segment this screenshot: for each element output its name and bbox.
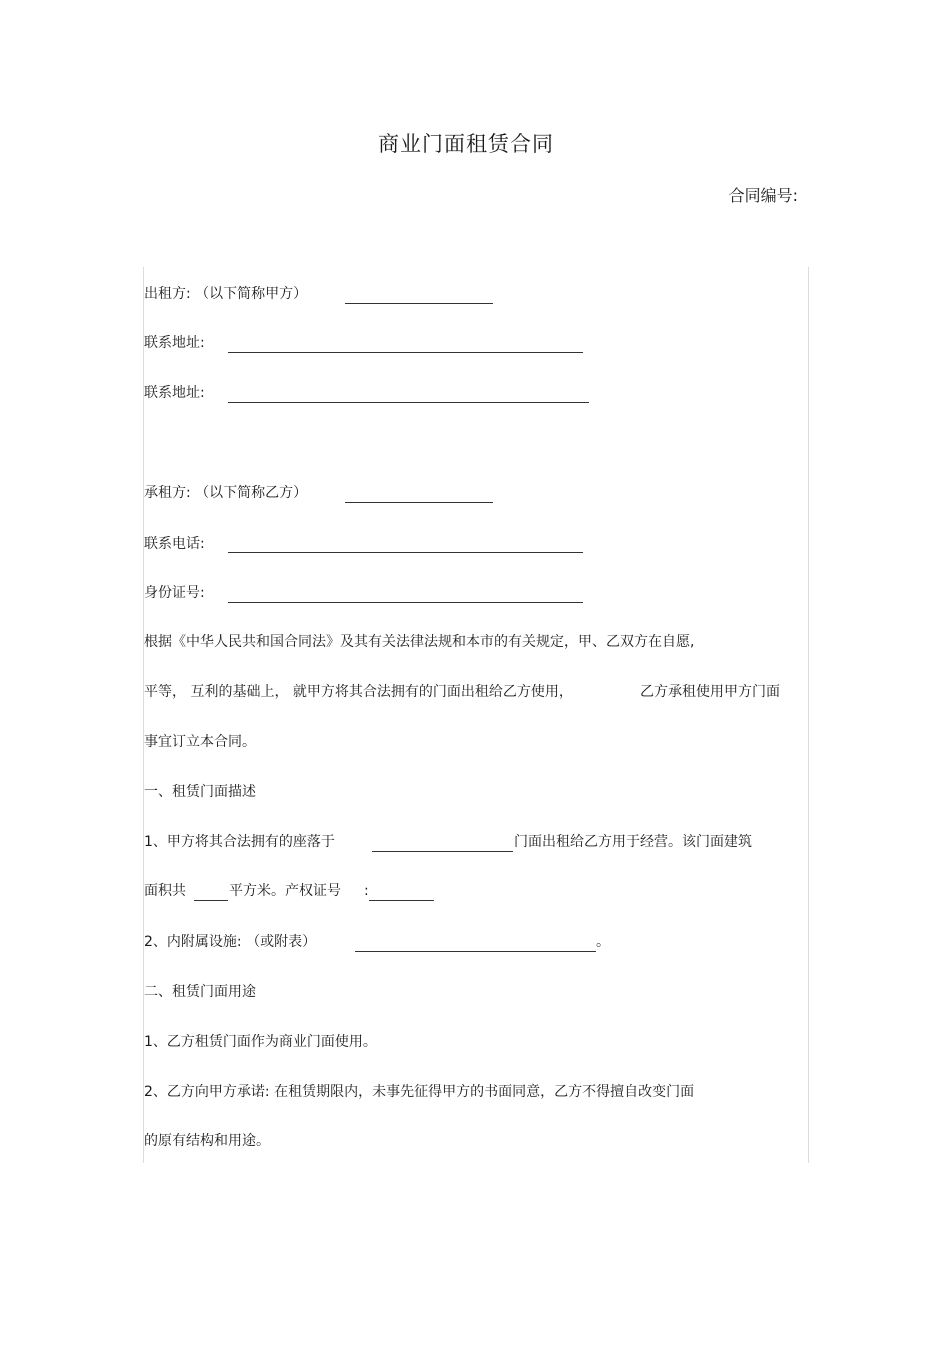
lessee-phone-label: 联系电话: — [144, 536, 205, 552]
preamble-line-2b: 乙方承租使用甲方门面 — [640, 684, 780, 700]
facilities-blank[interactable] — [355, 951, 596, 952]
section1-item2-a: 2、内附属设施: （或附表） — [144, 934, 317, 950]
lessee-id-label: 身份证号: — [144, 585, 205, 601]
lessee-name-blank[interactable] — [345, 502, 493, 503]
property-cert-blank[interactable] — [369, 900, 434, 901]
section2-item2-b: 的原有结构和用途。 — [144, 1133, 270, 1149]
section1-item2-b: 。 — [596, 934, 610, 950]
lessee-phone-blank[interactable] — [228, 552, 583, 553]
lessor-address2-label: 联系地址: — [144, 385, 205, 401]
section1-item1-d: 平方米。产权证号 — [229, 883, 341, 899]
section1-item1-b: 门面出租给乙方用于经营。该门面建筑 — [514, 834, 752, 850]
preamble-line-2a: 平等， 互利的基础上， 就甲方将其合法拥有的门面出租给乙方使用， — [144, 684, 573, 700]
location-blank[interactable] — [372, 851, 513, 852]
section1-heading: 一、租赁门面描述 — [144, 784, 256, 800]
section2-item2-a: 2、乙方向甲方承诺: 在租赁期限内，未事先征得甲方的书面同意，乙方不得擅自改变门面 — [144, 1084, 695, 1100]
lessor-address-label: 联系地址: — [144, 335, 205, 351]
document-title: 商业门面租赁合同 — [378, 132, 554, 156]
section2-item1: 1、乙方租赁门面作为商业门面使用。 — [144, 1034, 377, 1050]
preamble-line-1: 根据《中华人民共和国合同法》及其有关法律法规和本市的有关规定，甲、乙双方在自愿, — [144, 634, 695, 650]
preamble-line-3: 事宜订立本合同。 — [144, 734, 256, 750]
section1-item1-a: 1、甲方将其合法拥有的座落于 — [144, 834, 335, 850]
section2-heading: 二、租赁门面用途 — [144, 984, 256, 1000]
lessee-label: 承租方: （以下简称乙方） — [144, 485, 308, 501]
lessor-label: 出租方: （以下简称甲方） — [144, 286, 308, 302]
lessor-address2-blank[interactable] — [228, 402, 589, 403]
area-blank[interactable] — [194, 900, 228, 901]
lessee-id-blank[interactable] — [228, 602, 583, 603]
contract-number-label: 合同编号: — [728, 186, 798, 205]
section1-item1-c: 面积共 — [144, 883, 186, 899]
lessor-name-blank[interactable] — [345, 303, 493, 304]
section1-item1-e: : — [364, 883, 369, 899]
lessor-address-blank[interactable] — [228, 352, 583, 353]
